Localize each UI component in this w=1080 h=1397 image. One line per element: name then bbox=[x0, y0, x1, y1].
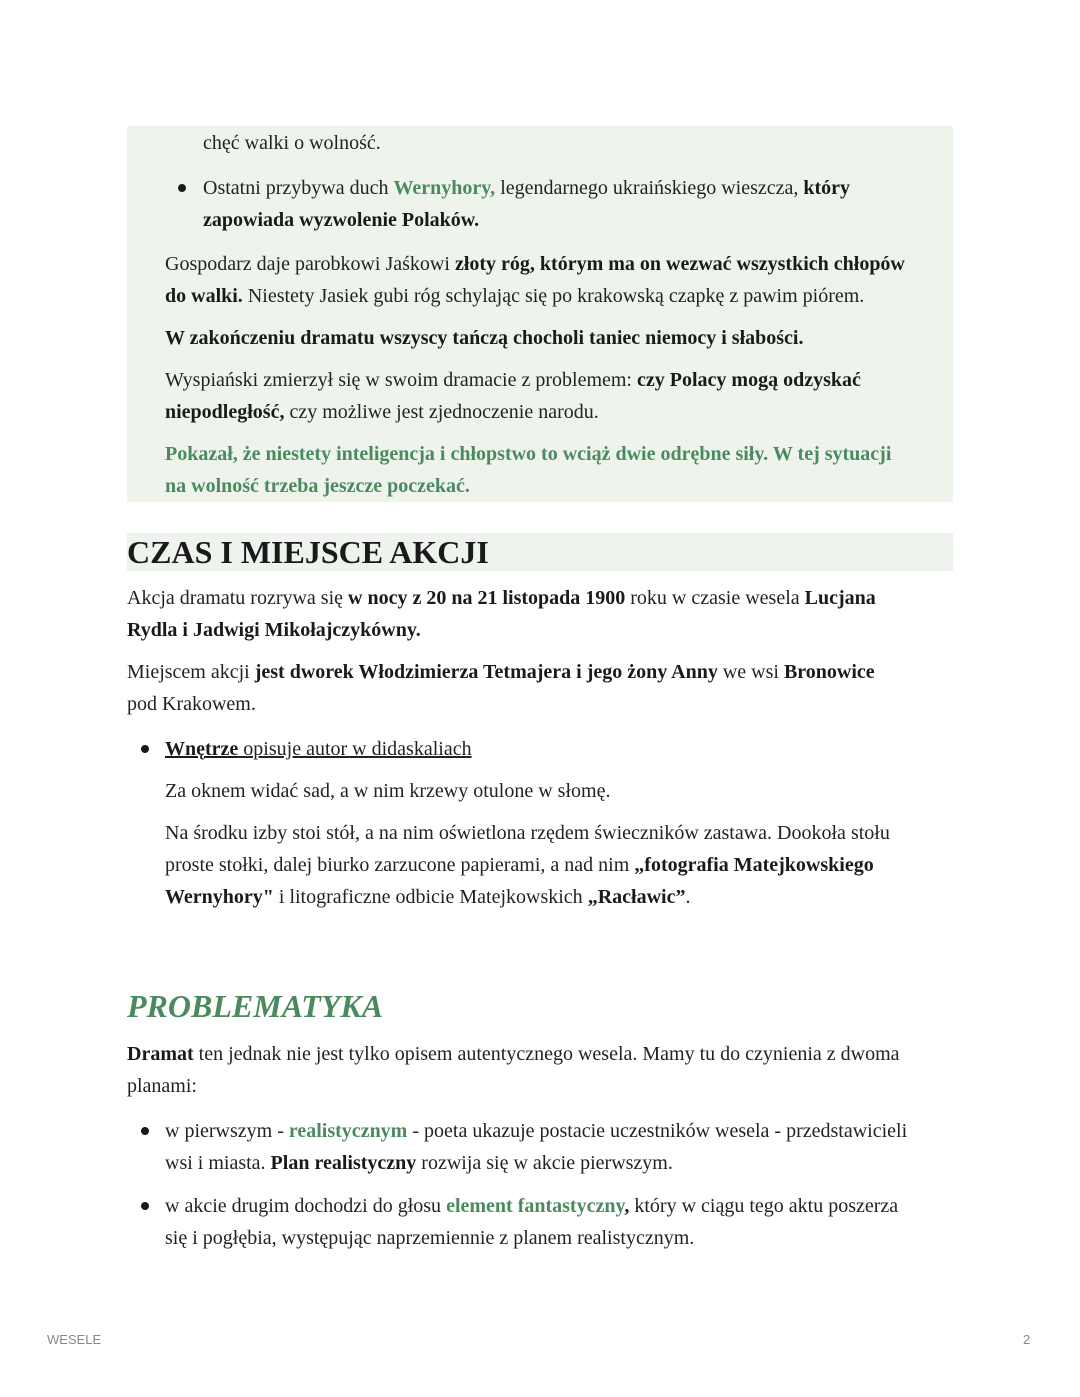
okno-paragraph: Za oknem widać sad, a w nim krzewy otulone w słomę. bbox=[165, 780, 611, 802]
summary-line-continuation: chęć walki o wolność. bbox=[203, 132, 381, 154]
bullet bbox=[141, 1127, 149, 1135]
footer-title: WESELE bbox=[47, 1332, 102, 1347]
czas-heading: CZAS I MIEJSCE AKCJI bbox=[127, 534, 489, 570]
chocholi-paragraph: W zakończeniu dramatu wszyscy tańczą chocholi taniec niemocy i słabości. bbox=[165, 327, 804, 349]
problematyka-paragraph: Dramat ten jednak nie jest tylko opisem autentycznego wesela. Mamy tu do czynienia z dwoma planami: bbox=[127, 1043, 900, 1097]
bullet bbox=[141, 1202, 149, 1210]
czas-paragraph-2: Miejscem akcji jest dworek Włodzimierza Tetmajera i jego żony Anny we wsi Bronowice pod Krakowem. bbox=[127, 661, 875, 715]
problem-paragraph: Wyspiański zmierzył się w swoim dramacie z problemem: czy Polacy mogą odzyskać niepodległość, czy możliwe jest zjednoczenie narodu. bbox=[165, 369, 861, 423]
plan-fantastic-item: w akcie drugim dochodzi do głosu element fantastyczny, który w ciągu tego aktu poszerza się i pogłębia, występując naprzemiennie z planem realistycznym. bbox=[165, 1195, 899, 1249]
bullet bbox=[178, 184, 186, 192]
pokazal-paragraph: Pokazał, że niestety inteligencja i chłopstwo to wciąż dwie odrębne siły. W tej sytuacji na wolność trzeba jeszcze poczekać. bbox=[165, 443, 892, 497]
czas-paragraph-1: Akcja dramatu rozrywa się w nocy z 20 na 21 listopada 1900 roku w czasie wesela Lucjana Rydla i Jadwigi Mikołajczykówny. bbox=[127, 587, 876, 641]
bullet bbox=[141, 745, 149, 753]
page-number: 2 bbox=[1023, 1332, 1031, 1347]
izba-paragraph: Na środku izby stoi stół, a na nim oświetlona rzędem świeczników zastawa. Dookoła stołu proste stołki, dalej biurko zarzucone papierami, a nad nim „fotografia Matejkowskiego Wernyhory" i litograficzne odbicie Matejkowskich „Racławic”. bbox=[165, 822, 890, 908]
rog-paragraph: Gospodarz daje parobkowi Jaśkowi złoty róg, którym ma on wezwać wszystkich chłopów do walki. Niestety Jasiek gubi róg schylając się po krakowską czapkę z pawim piórem. bbox=[165, 253, 905, 307]
wnetrze-item: Wnętrze opisuje autor w didaskaliach bbox=[165, 738, 472, 760]
problematyka-heading: PROBLEMATYKA bbox=[127, 988, 384, 1024]
wernyhora-paragraph: Ostatni przybywa duch Wernyhory, legendarnego ukraińskiego wieszcza, który zapowiada wyzwolenie Polaków. bbox=[203, 177, 851, 231]
plan-realistic-item: w pierwszym - realistycznym - poeta ukazuje postacie uczestników wesela - przedstawicieli wsi i miasta. Plan realistyczny rozwija się w akcie pierwszym. bbox=[165, 1120, 908, 1174]
